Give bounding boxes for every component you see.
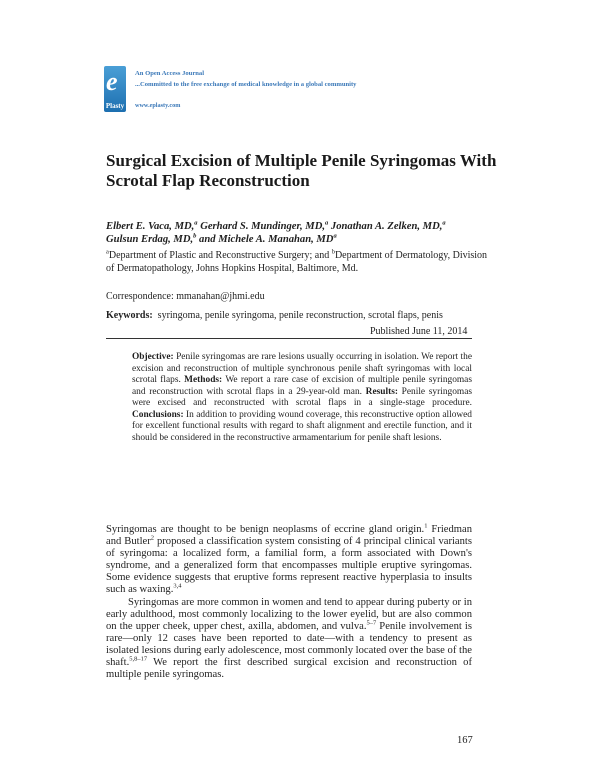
citation-ref[interactable]: 3,4 xyxy=(173,582,182,590)
methods-label: Methods: xyxy=(184,375,223,385)
author: Elbert E. Vaca, MD, xyxy=(106,221,195,232)
keywords-label: Keywords: xyxy=(106,310,153,321)
journal-tagline: An Open Access Journal xyxy=(135,70,205,77)
keywords xyxy=(106,310,443,321)
objective-label: Objective: xyxy=(132,352,174,362)
journal-url[interactable]: www.eplasty.com xyxy=(135,102,181,109)
page-number: 167 xyxy=(457,735,473,746)
conclusions-text: In addition to providing wound coverage, this reconstructive option allowed for excellent functional results with regard to shaft alignment and erectile function, and it should be considered in the reconstructive armamentarium for penile shaft lesions. xyxy=(132,409,472,443)
body-paragraph xyxy=(106,597,472,682)
affiliation-a: Department of Plastic and Reconstructive Surgery; and xyxy=(108,250,332,261)
author-affiliation-mark: a xyxy=(325,219,329,227)
author-affiliation-mark: b xyxy=(193,232,197,240)
author: Gerhard S. Mundinger, MD, xyxy=(200,221,326,232)
results-label: Results: xyxy=(365,386,398,397)
logo-letter: e xyxy=(106,67,118,96)
body-text: Syringomas are thought to be benign neoplasms of eccrine gland origin. xyxy=(106,524,425,535)
journal-mission: ...Committed to the free exchange of medical knowledge in a global community xyxy=(135,81,357,88)
citation-ref[interactable]: 5,8–17 xyxy=(129,655,148,663)
affiliations xyxy=(106,249,496,275)
article-body xyxy=(106,524,472,681)
citation-ref[interactable]: 2 xyxy=(150,534,154,542)
results-text: Penile syringomas were excised and reconstructed with scrotal flaps in a single-stage procedure. xyxy=(132,386,472,408)
citation-ref[interactable]: 1 xyxy=(424,522,428,530)
author-conjunction: and xyxy=(196,234,219,245)
author: Michele A. Manahan, MD xyxy=(218,234,334,245)
author: Gulsun Erdag, MD, xyxy=(106,234,194,245)
body-text: Friedman and Butler xyxy=(106,524,472,548)
affiliation-mark: b xyxy=(331,248,335,256)
article-title: Surgical Excision of Multiple Penile Syringomas With Scrotal Flap Reconstruction xyxy=(106,151,497,190)
logo-name: Plasty xyxy=(105,102,125,110)
body-text: Penile involvement is rare—only 12 cases have been reported to date—with a tendency to present as isolated lesions during early adolescence, most commonly located over the base of the shaft. xyxy=(106,620,472,669)
divider xyxy=(106,338,472,339)
abstract xyxy=(132,352,472,444)
keywords-text: syringoma, penile syringoma, penile reconstruction, scrotal flaps, penis xyxy=(157,310,443,321)
author-affiliation-mark: a xyxy=(442,219,446,227)
body-text: Syringomas are more common in women and tend to appear during puberty or in early adulthood, most commonly localizing to the lower eyelid, but are also common on the upper cheek, upper chest, axilla, abdomen, and vulva. xyxy=(106,596,472,632)
affiliation-b: Department of Dermatology, Division of Dermatopathology, Johns Hopkins Hospital, Baltimore, Md. xyxy=(106,250,488,274)
conclusions-label: Conclusions: xyxy=(132,409,184,420)
author-affiliation-mark: a xyxy=(194,219,198,227)
author-affiliation-mark: a xyxy=(333,232,337,240)
affiliation-mark: a xyxy=(106,248,109,256)
published-date: Published June 11, 2014 xyxy=(370,326,468,337)
author: Jonathan A. Zelken, MD, xyxy=(330,221,443,232)
methods-text: We report a rare case of excision of multiple penile syringomas and reconstruction with scrotal flaps in a 29-year-old man. xyxy=(132,375,472,397)
objective-text: Penile syringomas are rare lesions usually occurring in isolation. We report the excision and reconstruction of multiple synchronous penile shaft syringomas with local scrotal flaps. xyxy=(132,352,472,385)
body-paragraph xyxy=(106,524,472,597)
author-list xyxy=(106,220,506,246)
journal-logo xyxy=(104,66,126,112)
correspondence: Correspondence: mmanahan@jhmi.edu xyxy=(106,291,265,302)
citation-ref[interactable]: 5–7 xyxy=(366,619,377,627)
body-text: We report the first described surgical excision and reconstruction of multiple penile syringomas. xyxy=(106,657,472,681)
body-text: proposed a classification system consisting of 4 principal clinical variants of syringoma: a localized form, a familial form, a form associated with Down's syndrome, and a generalized form that encompasses multiple eruptive syringomas. Some evidence suggests that eruptive forms represent reactive hyperplasia to insults such as waxing. xyxy=(106,536,472,596)
